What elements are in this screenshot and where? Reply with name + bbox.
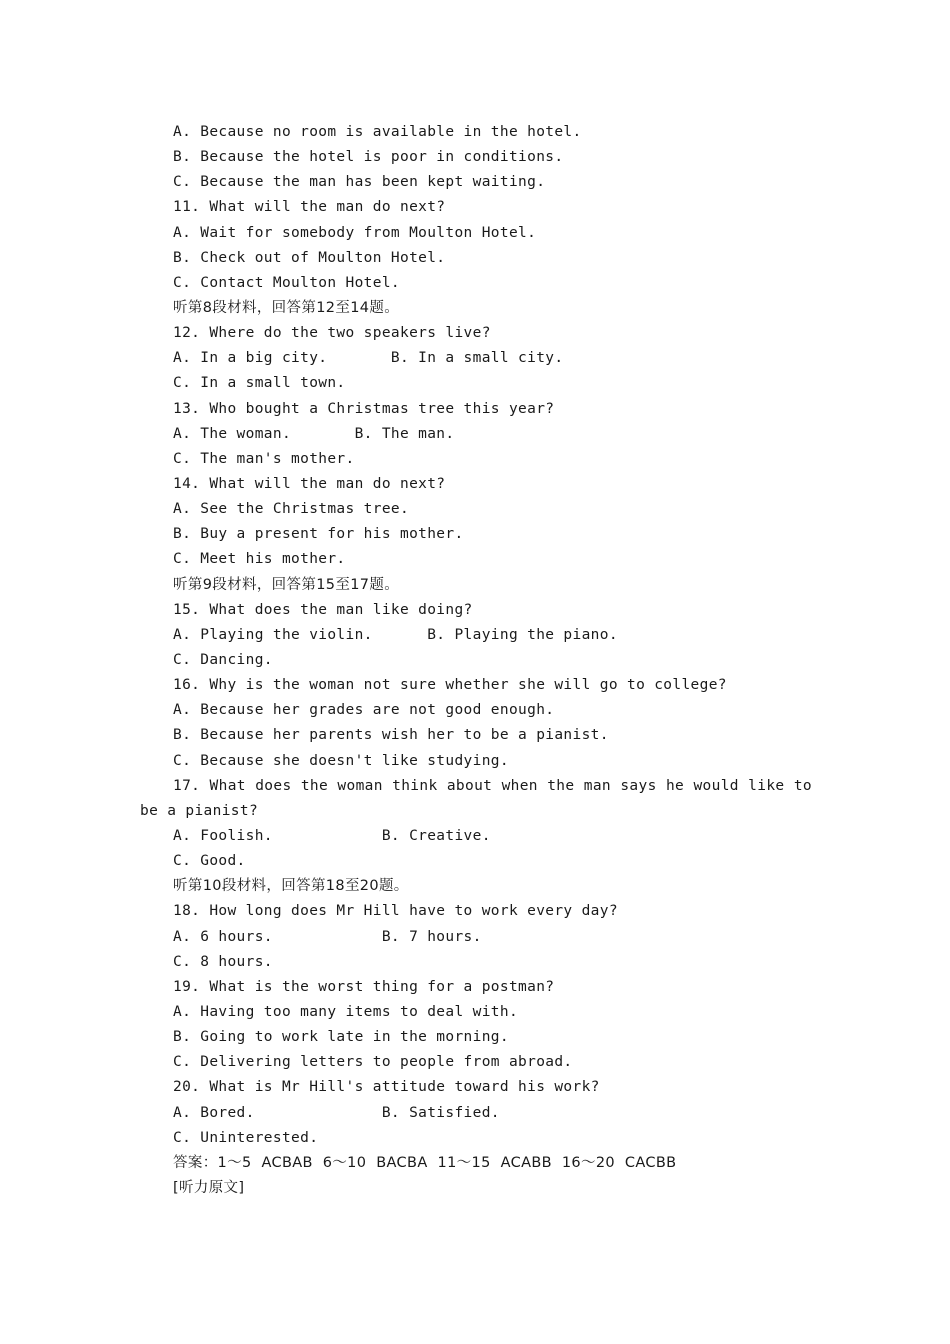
option-18c: C. 8 hours. [173, 953, 273, 970]
document-body [140, 120, 812, 1201]
options-12ab: A. In a big city. B. In a small city. [173, 350, 564, 367]
option-11b: B. Check out of Moulton Hotel. [173, 249, 446, 266]
section-heading-9: 听第9段材料，回答第15至17题。 [173, 576, 400, 593]
question-16: 16. Why is the woman not sure whether she will go to college? [173, 677, 727, 694]
option-16a: A. Because her grades are not good enough. [173, 702, 555, 719]
option-10c: C. Because the man has been kept waiting. [173, 174, 546, 191]
option-19a: A. Having too many items to deal with. [173, 1003, 519, 1020]
option-20c: C. Uninterested. [173, 1129, 319, 1146]
option-19b: B. Going to work late in the morning. [173, 1029, 509, 1046]
option-14b: B. Buy a present for his mother. [173, 526, 464, 543]
option-19c: C. Delivering letters to people from abroad. [173, 1054, 573, 1071]
options-18ab: A. 6 hours. B. 7 hours. [173, 928, 482, 945]
option-13c: C. The man's mother. [173, 450, 355, 467]
option-11c: C. Contact Moulton Hotel. [173, 274, 400, 291]
answer-key: 答案：1～5 ACBAB 6～10 BACBA 11～15 ACABB 16～20 CACBB [173, 1154, 677, 1171]
option-14c: C. Meet his mother. [173, 551, 346, 568]
question-19: 19. What is the worst thing for a postman? [173, 978, 555, 995]
question-20: 20. What is Mr Hill's attitude toward his work? [173, 1079, 600, 1096]
options-13ab: A. The woman. B. The man. [173, 425, 455, 442]
question-13: 13. Who bought a Christmas tree this year? [173, 400, 555, 417]
transcript-heading: [听力原文] [173, 1179, 245, 1196]
option-16b: B. Because her parents wish her to be a pianist. [173, 727, 609, 744]
section-heading-10: 听第10段材料，回答第18至20题。 [173, 878, 409, 895]
question-12: 12. Where do the two speakers live? [173, 325, 491, 342]
options-15ab: A. Playing the violin. B. Playing the piano. [173, 626, 618, 643]
section-heading-8: 听第8段材料，回答第12至14题。 [173, 299, 400, 316]
options-20ab: A. Bored. B. Satisfied. [173, 1104, 500, 1121]
question-11: 11. What will the man do next? [173, 199, 446, 216]
option-10a: A. Because no room is available in the hotel. [173, 124, 582, 140]
question-17: 17. What does the woman think about when the man says he would like to be a pianist? [140, 777, 812, 819]
option-11a: A. Wait for somebody from Moulton Hotel. [173, 224, 537, 241]
question-15: 15. What does the man like doing? [173, 601, 473, 618]
option-10b: B. Because the hotel is poor in conditions. [173, 149, 564, 166]
option-17c: C. Good. [173, 853, 246, 870]
question-18: 18. How long does Mr Hill have to work every day? [173, 903, 618, 920]
options-17ab: A. Foolish. B. Creative. [173, 827, 491, 844]
question-14: 14. What will the man do next? [173, 475, 446, 492]
option-14a: A. See the Christmas tree. [173, 501, 410, 518]
option-15c: C. Dancing. [173, 651, 273, 668]
option-12c: C. In a small town. [173, 375, 346, 392]
option-16c: C. Because she doesn't like studying. [173, 752, 509, 769]
